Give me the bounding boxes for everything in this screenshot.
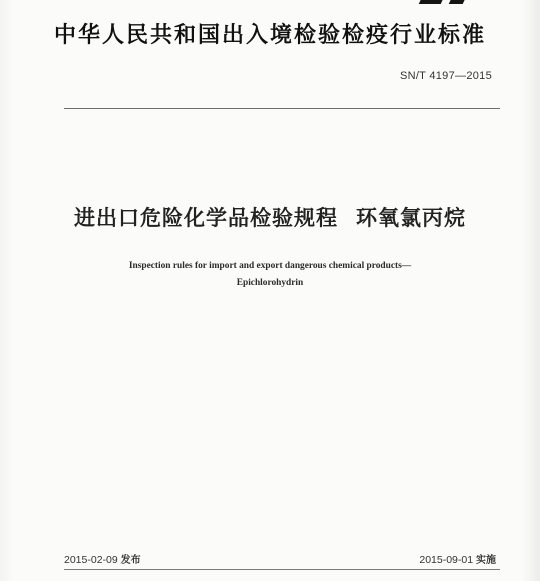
document-title (0, 205, 540, 231)
document-title-sub: 环氧氯丙烷 (356, 206, 466, 230)
issuing-body-title: 中华人民共和国出入境检验检疫行业标准 (53, 23, 486, 48)
standard-logo-fragment (418, 0, 476, 4)
implementation-date (419, 551, 496, 566)
implementation-date-suffix: 实施 (476, 555, 496, 566)
standard-number: SN/T 4197—2015 (399, 70, 492, 82)
logo-bar (419, 0, 448, 4)
header-divider (64, 108, 500, 109)
implementation-date-value: 2015-09-01 (419, 554, 474, 566)
english-title (0, 258, 540, 292)
logo-bar (449, 0, 470, 4)
issue-date-suffix: 发布 (120, 555, 141, 566)
footer-divider (64, 569, 500, 570)
english-title-line-1: Inspection rules for import and export dangerous chemical products— (128, 261, 412, 271)
issue-date-value: 2015-02-09 (64, 554, 118, 566)
document-title-main: 进出口危险化学品检验规程 (74, 206, 338, 230)
english-title-line-2: Epichlorohydrin (236, 278, 304, 288)
issue-date (64, 551, 141, 566)
